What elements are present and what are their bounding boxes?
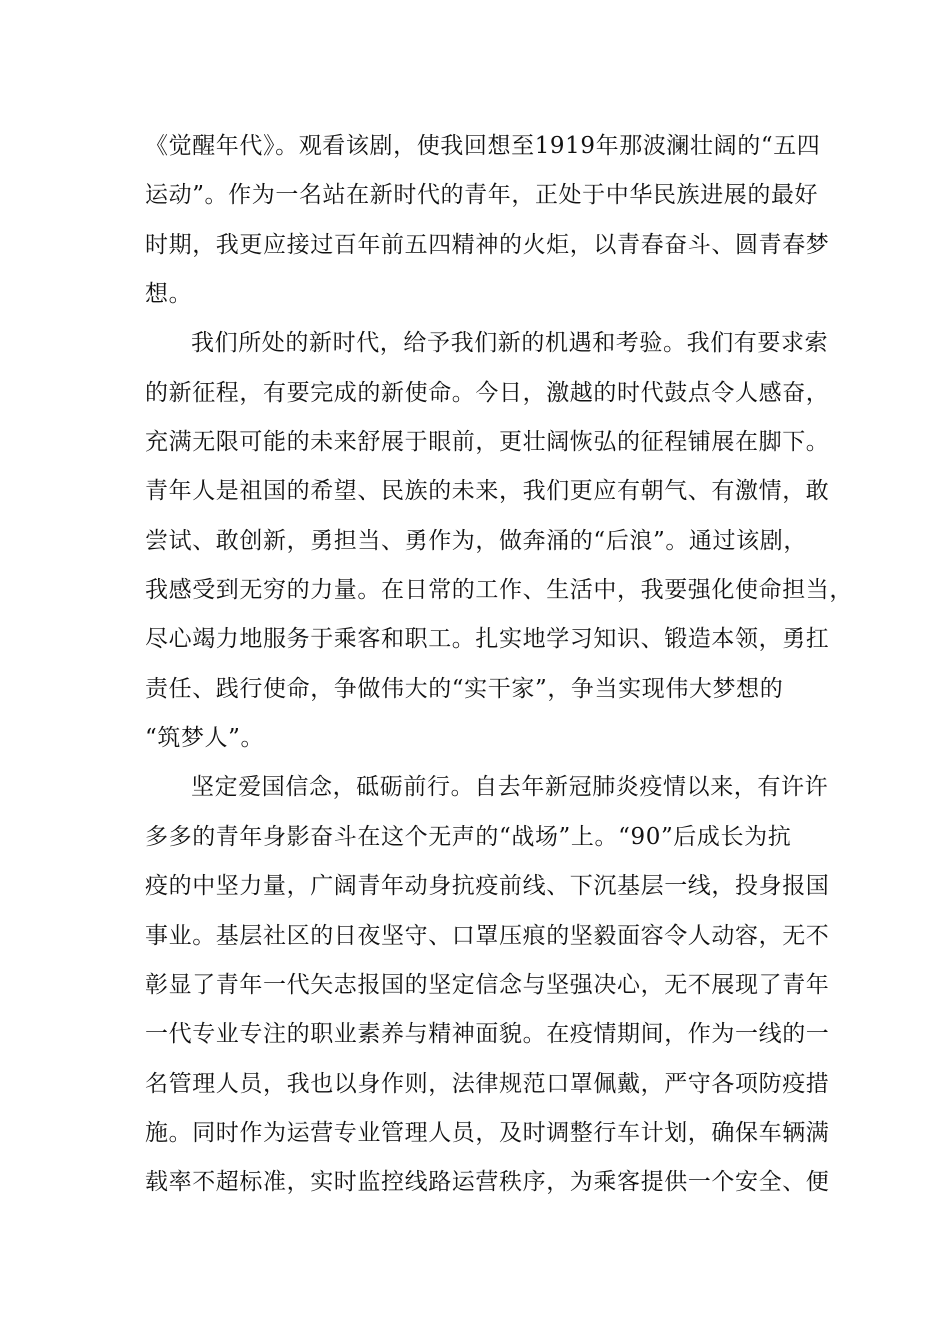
text-line: 载率不超标准，实时监控线路运营秩序，为乘客提供一个安全、便 <box>145 1169 830 1196</box>
text-line: “筑梦人”。 <box>145 725 265 752</box>
text-line: 坚定爱国信念，砥砺前行。自去年新冠肺炎疫情以来，有许许 <box>191 774 829 801</box>
text-line: 《觉醒年代》。观看该剧，使我回想至1919年那波澜壮阔的“五四 <box>145 133 821 159</box>
text-line: 疫的中坚力量，广阔青年动身抗疫前线、下沉基层一线，投身报国 <box>145 873 830 900</box>
document-body <box>145 122 853 1208</box>
text-line: 想。 <box>145 281 193 308</box>
text-line: 尽心竭力地服务于乘客和职工。扎实地学习知识、锻造本领，勇扛 <box>145 626 830 653</box>
paragraph <box>145 763 830 1207</box>
text-line: 我们所处的新时代，给予我们新的机遇和考验。我们有要求索 <box>191 330 829 357</box>
text-line: 名管理人员，我也以身作则，法律规范口罩佩戴，严守各项防疫措 <box>145 1070 830 1097</box>
text-line: 事业。基层社区的日夜坚守、口罩压痕的坚毅面容令人动容，无不 <box>145 922 830 949</box>
text-line: 彰显了青年一代矢志报国的坚定信念与坚强决心，无不展现了青年 <box>145 971 830 998</box>
text-line: 的新征程，有要完成的新使命。今日，激越的时代鼓点令人感奋， <box>145 379 830 406</box>
text-line: 青年人是祖国的希望、民族的未来，我们更应有朝气、有激情，敢 <box>145 478 830 505</box>
text-line: 时期，我更应接过百年前五四精神的火炬，以青春奋斗、圆青春梦 <box>145 231 830 258</box>
paragraph <box>145 122 830 319</box>
text-line: 施。同时作为运营专业管理人员，及时调整行车计划，确保车辆满 <box>145 1119 830 1146</box>
text-line: 充满无限可能的未来舒展于眼前，更壮阔恢弘的征程铺展在脚下。 <box>145 429 830 456</box>
text-line: 多多的青年身影奋斗在这个无声的“战场”上。“90”后成长为抗 <box>145 823 792 850</box>
text-line: 尝试、敢创新，勇担当、勇作为，做奔涌的“后浪”。通过该剧， <box>145 527 807 554</box>
text-line: 运动”。作为一名站在新时代的青年，正处于中华民族进展的最好 <box>145 182 819 209</box>
text-line: 一代专业专注的职业素养与精神面貌。在疫情期间，作为一线的一 <box>145 1021 830 1048</box>
text-line: 我感受到无穷的力量。在日常的工作、生活中，我要强化使命担当， <box>145 577 853 604</box>
text-line: 责任、践行使命，争做伟大的“实干家”，争当实现伟大梦想的 <box>145 675 784 702</box>
paragraph <box>145 319 853 763</box>
